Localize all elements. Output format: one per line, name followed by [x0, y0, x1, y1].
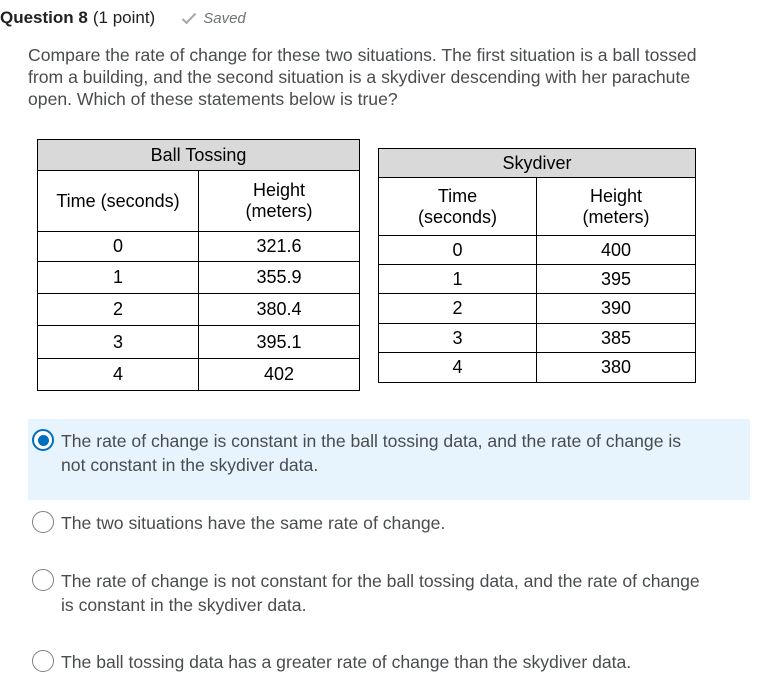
table-row: [38, 262, 360, 294]
skydiver-table: [378, 148, 696, 383]
answer-choice-text: The two situations have the same rate of change.: [61, 513, 446, 533]
answer-choice-1[interactable]: [28, 419, 750, 500]
sky-height-cell: 380: [537, 353, 696, 383]
saved-status: [181, 10, 246, 27]
question-number: Question 8: [0, 8, 88, 27]
ball-col-height-line2: (meters): [245, 201, 313, 221]
ball-height-cell: 402: [199, 359, 360, 391]
sky-col-height: [537, 178, 696, 236]
table-row: [38, 326, 360, 359]
ball-table-title: Ball Tossing: [38, 140, 360, 171]
sky-time-cell: 4: [379, 353, 537, 383]
sky-table-title: Skydiver: [379, 149, 696, 178]
sky-col-time: [379, 178, 537, 236]
answer-choice-2[interactable]: [28, 511, 750, 535]
ball-tossing-table: [37, 139, 360, 391]
ball-time-cell: 3: [38, 326, 199, 359]
question-prompt: Compare the rate of change for these two situations. The first situation is a ball tossed from a building, and the second situation is a skydiver descending with her parachute open. Which of these statements below is true?: [28, 45, 697, 109]
sky-time-cell: 3: [379, 324, 537, 353]
sky-height-cell: 400: [537, 236, 696, 265]
table-row: [379, 265, 696, 294]
ball-col-time: Time (seconds): [38, 171, 199, 232]
table-row: [379, 294, 696, 324]
saved-label: Saved: [203, 9, 246, 27]
ball-height-cell: 380.4: [199, 294, 360, 326]
ball-height-cell: 355.9: [199, 262, 360, 294]
sky-col-height-line2: (meters): [582, 206, 650, 227]
table-row: [38, 232, 360, 262]
answer-choice-text: The rate of change is constant in the ball tossing data, and the rate of change is not constant in the skydiver data.: [61, 431, 682, 475]
table-row: [379, 324, 696, 353]
answer-choice-3[interactable]: [28, 569, 750, 617]
ball-time-cell: 4: [38, 359, 199, 391]
sky-height-cell: 385: [537, 324, 696, 353]
table-row: [379, 353, 696, 383]
radio-icon[interactable]: [32, 569, 54, 591]
radio-selected-icon[interactable]: [32, 429, 54, 451]
ball-time-cell: 1: [38, 262, 199, 294]
sky-col-height-line1: Height: [589, 185, 643, 206]
sky-time-cell: 0: [379, 236, 537, 265]
radio-icon[interactable]: [32, 650, 54, 672]
ball-col-height-line1: Height: [252, 180, 306, 200]
radio-icon[interactable]: [32, 511, 54, 533]
sky-height-cell: 390: [537, 294, 696, 324]
question-header: [0, 7, 246, 29]
ball-height-cell: 321.6: [199, 232, 360, 262]
answer-choice-text: The rate of change is not constant for the ball tossing data, and the rate of change is constant in the skydiver data.: [61, 571, 700, 615]
sky-col-time-line2: (seconds): [417, 206, 498, 227]
question-points: (1 point): [92, 8, 156, 27]
sky-col-time-line1: Time: [437, 185, 478, 206]
sky-time-cell: 1: [379, 265, 537, 294]
table-row: [38, 359, 360, 391]
answer-choice-text: The ball tossing data has a greater rate of change than the skydiver data.: [61, 652, 632, 672]
sky-time-cell: 2: [379, 294, 537, 324]
checkmark-icon: [181, 12, 197, 25]
sky-height-cell: 395: [537, 265, 696, 294]
answer-choice-4[interactable]: [28, 650, 750, 674]
ball-time-cell: 2: [38, 294, 199, 326]
ball-height-cell: 395.1: [199, 326, 360, 359]
ball-time-cell: 0: [38, 232, 199, 262]
table-row: [38, 294, 360, 326]
table-row: [379, 236, 696, 265]
ball-col-height: [199, 171, 360, 232]
